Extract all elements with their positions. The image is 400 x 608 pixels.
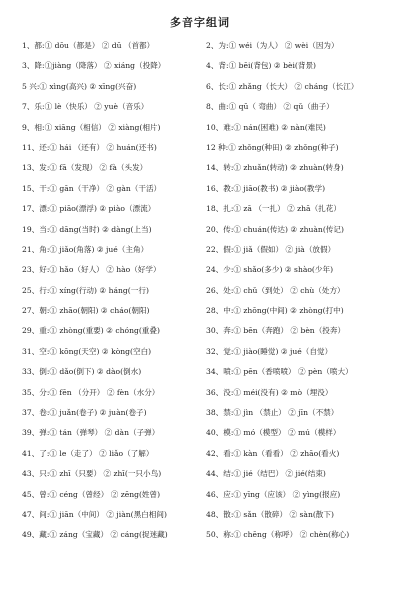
entry-right: 22、假:① jiǎ（假如） ② jià（放假） (206, 244, 336, 254)
entry-left: 43、只:① zhī（只要） ② zhī(一只小鸟) (22, 469, 162, 479)
word-list (22, 36, 390, 546)
word-row (22, 158, 390, 178)
entry-left: 41、了:① le（走了） ② liǎo（了解） (22, 448, 154, 458)
entry-right: 42、看:① kàn（看看） ② zhāo(看火) (206, 448, 340, 458)
word-row (22, 383, 390, 403)
entry-right: 26、处:① chǔ（到处） ② chù（处方） (206, 285, 345, 295)
entry-left: 49、藏:① záng（宝藏） ② cáng(捉迷藏) (22, 530, 168, 540)
entry-right: 46、应:① yīng（应该） ② yìng(报应) (206, 489, 341, 499)
entry-left: 21、角:① jiǎo(角落) ② jué（主角） (22, 244, 149, 254)
word-row (22, 464, 390, 484)
entry-right: 32、觉:① jiào(睡觉) ② jué（自觉） (206, 346, 333, 356)
entry-left: 25、行:① xíng(行动) ② háng(一行) (22, 285, 149, 295)
entry-left: 33、倒:① dǎo(倒下) ② dào(倒水) (22, 367, 142, 377)
entry-left: 45、曾:① céng（曾经） ② zēng(姓曾) (22, 489, 161, 499)
entry-left: 11、还:① hái （还有） ② huán(还书) (22, 142, 157, 152)
entry-left: 9、相:① xiāng（相信） ② xiàng(相片) (22, 122, 161, 132)
word-row (22, 199, 390, 219)
entry-right: 10、难:① nán(困难) ② nàn(难民) (206, 122, 326, 132)
word-row (22, 138, 390, 158)
entry-right: 4、背:① bēi(背包) ② bèi(背景) (206, 61, 317, 71)
word-row (22, 56, 390, 76)
entry-right: 20、传:① chuán(传达) ② zhuàn(传记) (206, 224, 344, 234)
entry-left: 47、间:① jiān（中间） ② jiàn(黑白相间) (22, 509, 167, 519)
entry-left: 15、干:① gān（干净） ② gàn（干活） (22, 183, 162, 193)
page-title: 多音字组词 (170, 16, 230, 29)
entry-right: 6、长:① zhǎng（长大） ② cháng（长江） (206, 81, 359, 91)
entry-right: 18、扎:① zā （一扎） ② zhā（扎花） (206, 204, 341, 214)
word-row (22, 525, 390, 545)
entry-left: 19、当:① dāng(当时) ② dàng(上当) (22, 224, 152, 234)
word-row (22, 179, 390, 199)
entry-left: 37、卷:① juǎn(卷子) ② juàn(卷子) (22, 408, 147, 418)
word-row (22, 240, 390, 260)
entry-left: 7、乐:① lè（快乐） ② yuè（音乐） (22, 102, 149, 112)
entry-left: 27、朝:① zhāo(朝阳) ② cháo(朝阳) (22, 306, 150, 316)
word-row (22, 505, 390, 525)
entry-right: 36、没:① méi(没有) ② mò（埋没） (206, 387, 333, 397)
word-row (22, 362, 390, 382)
word-row (22, 321, 390, 341)
entry-right: 2、为:① wéi（为人） ② wèi（因为） (206, 41, 339, 50)
entry-right: 24、少:① shǎo(多少) ② shào(少年) (206, 265, 334, 275)
word-row (22, 281, 390, 301)
entry-left: 13、发:① fā（发现） ② fà（头发） (22, 163, 148, 173)
entry-left: 1、都:① dōu（都是） ② dū （首都） (22, 41, 155, 50)
entry-right: 8、曲:① qū（ 弯曲） ② qǔ（曲子） (206, 102, 334, 112)
entry-right: 40、模:① mó（模型） ② mú（模样） (206, 428, 341, 438)
word-row (22, 260, 390, 280)
word-row (22, 97, 390, 117)
word-row (22, 118, 390, 138)
word-row (22, 485, 390, 505)
entry-right: 44、结:① jié（结巴） ② jié(结束) (206, 469, 326, 479)
word-row (22, 36, 390, 56)
entry-right: 34、喷:① pēn（香喷喷） ② pèn（喷大） (206, 367, 353, 377)
entry-right: 30、奔:① bēn（奔跑） ② bèn（投奔） (206, 326, 346, 336)
entry-right: 50、称:① chēng（称呼） ② chèn(称心) (206, 530, 350, 540)
entry-right: 16、教:① jiāo(教书) ② jiào(教学) (206, 183, 326, 193)
entry-left: 17、漂:① piāo(漂浮) ② piào（漂流） (22, 204, 156, 214)
entry-left: 3、降:①jiàng（降落） ② xiáng（投降） (22, 61, 166, 71)
word-row (22, 301, 390, 321)
entry-right: 12 种:① zhǒng(种田) ② zhǒng(种子) (206, 142, 339, 152)
word-row (22, 444, 390, 464)
entry-right: 38、禁:① jìn （禁止） ② jīn（不禁） (206, 408, 339, 418)
word-row (22, 220, 390, 240)
entry-right: 48、散:① sǎn（散碎） ② sàn(散下) (206, 509, 334, 519)
word-row (22, 423, 390, 443)
word-row (22, 77, 390, 97)
entry-right: 28、中:① zhōng(中间) ② zhòng(打中) (206, 306, 344, 316)
entry-left: 29、重:① zhòng(重要) ② chóng(重叠) (22, 326, 160, 336)
word-row (22, 403, 390, 423)
entry-left: 23、好:① hǎo（好人） ② hào（好学） (22, 265, 161, 275)
entry-left: 35、分:① fēn （分开） ② fèn（水分） (22, 387, 160, 397)
entry-left: 31、空:① kōng(天空) ② kòng(空白) (22, 346, 152, 356)
word-row (22, 342, 390, 362)
entry-right: 14、转:① zhuǎn(转动) ② zhuàn(转身) (206, 163, 344, 173)
entry-left: 5 兴:① xìng(高兴) ② xīng(兴奋) (22, 81, 137, 91)
entry-left: 39、弹:① tán（弹琴） ② dàn（子弹） (22, 428, 160, 438)
